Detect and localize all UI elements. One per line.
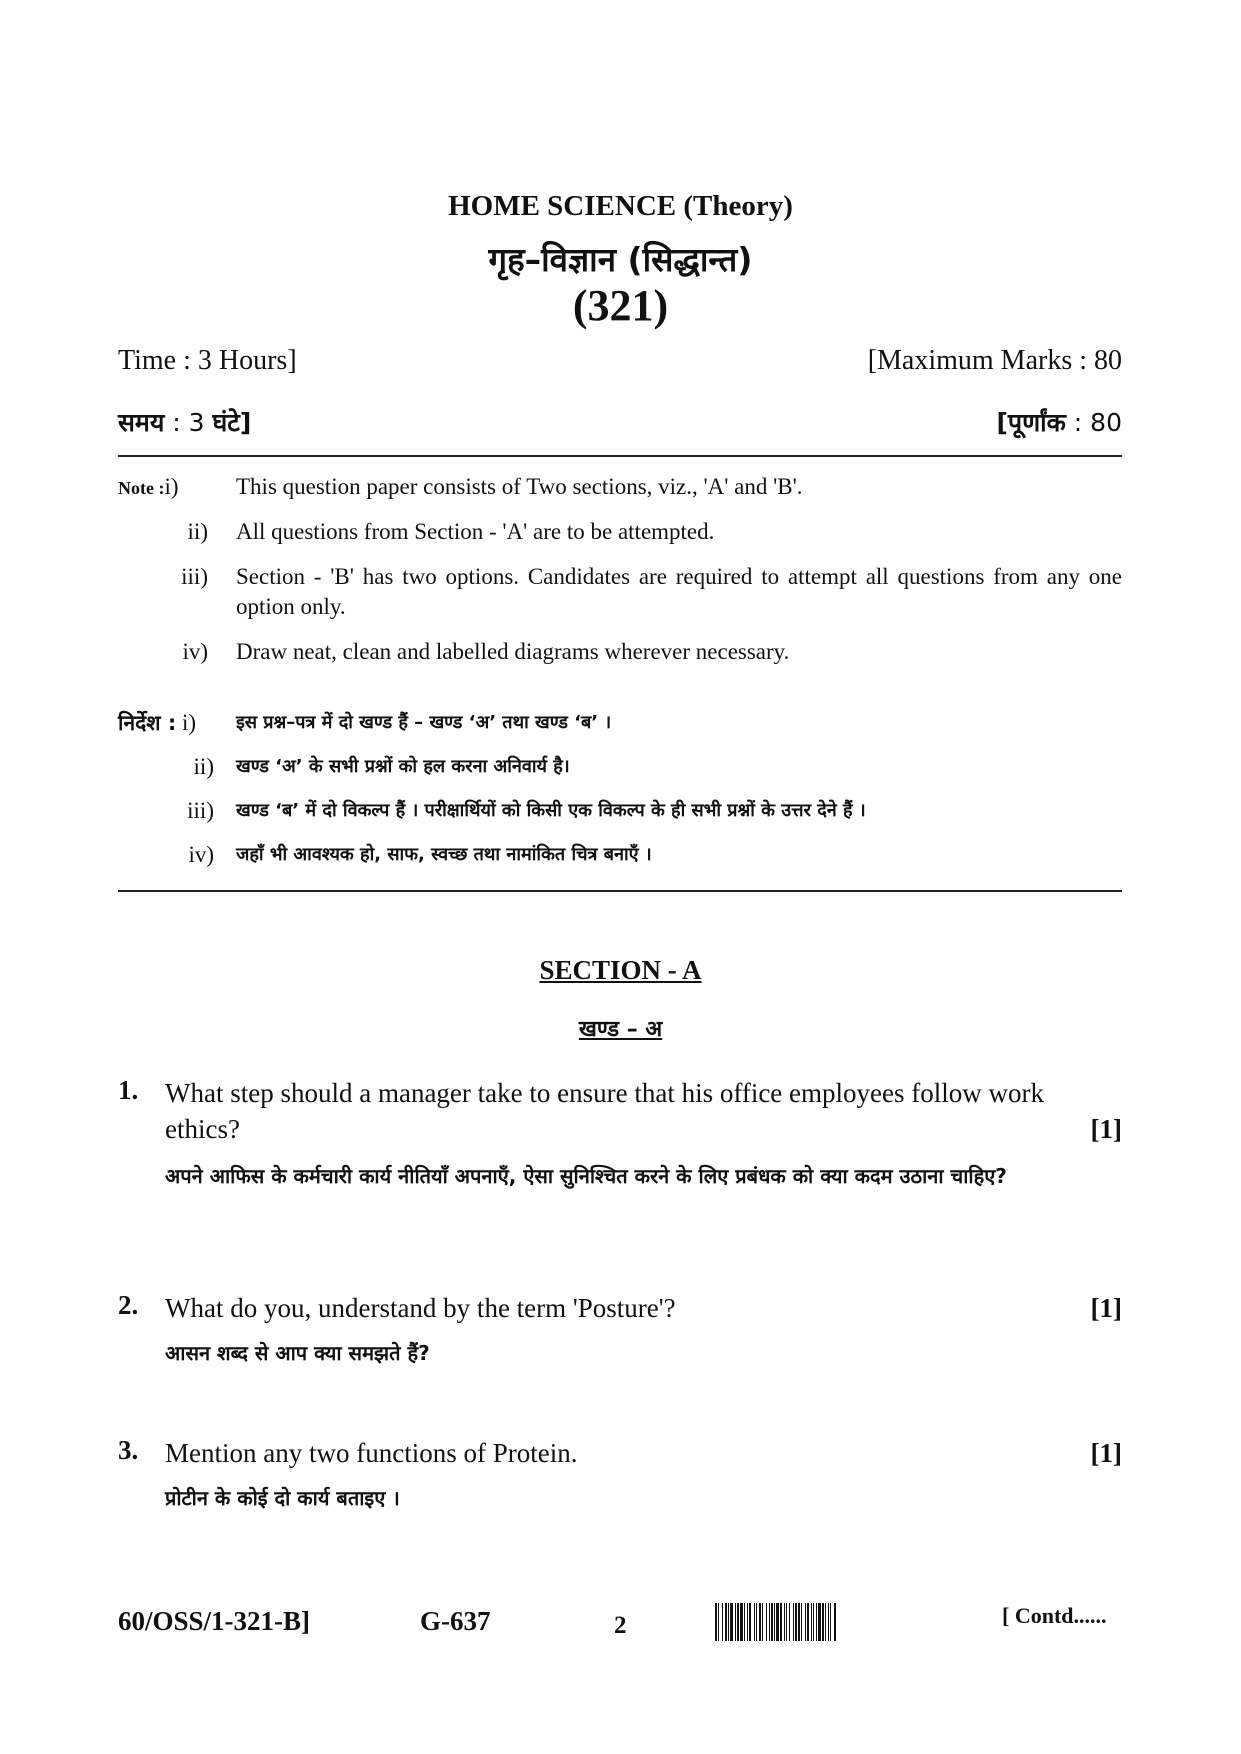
section-title-english: SECTION - A bbox=[539, 955, 702, 985]
question-text: What step should a manager take to ensure that his office employees follow work ethics? bbox=[165, 1078, 1044, 1144]
max-marks-hindi bbox=[996, 405, 1122, 439]
question-number: 1. bbox=[118, 1075, 139, 1105]
note-text: इस प्रश्न–पत्र में दो खण्ड हैं – खण्ड ‘अ’ तथा खण्ड ‘ब’ । bbox=[236, 712, 612, 733]
note-number: i) bbox=[181, 710, 197, 735]
question-marks: [1] bbox=[1090, 1438, 1122, 1468]
note-text: All questions from Section - 'A' are to be attempted. bbox=[236, 519, 715, 544]
note-text: Draw neat, clean and labelled diagrams wherever necessary. bbox=[236, 639, 790, 664]
note-number: ii) bbox=[187, 519, 208, 544]
note-number: iii) bbox=[187, 798, 214, 823]
question-text-hindi: प्रोटीन के कोई दो कार्य बताइए । bbox=[165, 1486, 400, 1510]
time-marks-row-hindi bbox=[118, 405, 1122, 439]
subject-code: (321) bbox=[572, 281, 669, 330]
paper-title-hindi: गृह–विज्ञान (सिद्धान्त) bbox=[488, 240, 753, 279]
note-lead: Note : bbox=[118, 478, 165, 498]
question-number: 2. bbox=[118, 1290, 139, 1320]
note-text: This question paper consists of Two sections, viz., 'A' and 'B'. bbox=[236, 474, 803, 499]
note-number: iii) bbox=[181, 564, 208, 589]
question-text-english bbox=[165, 1075, 1122, 1147]
question-text: What do you, understand by the term 'Posture'? bbox=[165, 1293, 676, 1323]
note-lead-wrap bbox=[118, 708, 214, 738]
page-number: 2 bbox=[614, 1612, 627, 1639]
question-text-hindi: आसन शब्द से आप क्या समझते हैं? bbox=[165, 1341, 430, 1365]
question-marks: [1] bbox=[1090, 1293, 1122, 1323]
question-text-english bbox=[165, 1435, 1122, 1471]
continued-marker: [ Contd...... bbox=[1002, 1603, 1107, 1628]
paper-title-english: HOME SCIENCE (Theory) bbox=[448, 190, 793, 222]
note-text: खण्ड ‘ब’ में दो विकल्प हैं । परीक्षार्थियों को किसी एक विकल्प के ही सभी प्रश्नों के उत्तर देने हैं । bbox=[236, 800, 866, 821]
series-code: G-637 bbox=[420, 1606, 491, 1636]
section-title-hindi: खण्ड – अ bbox=[578, 1017, 663, 1042]
question-number: 3. bbox=[118, 1435, 139, 1465]
max-marks-english: [Maximum Marks : 80 bbox=[867, 345, 1122, 376]
barcode-bar bbox=[836, 1603, 837, 1641]
question-text: Mention any two functions of Protein. bbox=[165, 1438, 578, 1468]
time-hindi-unit: घंटे] bbox=[212, 408, 252, 437]
marks-hindi-value: : 80 bbox=[1065, 408, 1122, 437]
note-text: Section - 'B' has two options. Candidates are required to attempt all questions from any one option only. bbox=[236, 564, 1122, 619]
question-text-hindi: अपने आफिस के कर्मचारी कार्य नीतियाँ अपनाएँ, ऐसा सुनिश्चित करने के लिए प्रबंधक को क्या कदम उठाना चाहिए? bbox=[165, 1164, 1007, 1188]
time-marks-row-english bbox=[118, 345, 1122, 377]
note-lead-wrap bbox=[118, 472, 190, 503]
barcode-image bbox=[715, 1603, 980, 1641]
note-number: iv) bbox=[182, 639, 208, 664]
note-number: iv) bbox=[188, 842, 214, 867]
note-text: जहाँ भी आवश्यक हो, साफ, स्वच्छ तथा नामांकित चित्र बनाएँ । bbox=[236, 844, 652, 865]
time-hindi bbox=[118, 405, 251, 439]
marks-hindi-label: [पूर्णांक bbox=[996, 408, 1066, 437]
time-hindi-label: समय bbox=[118, 408, 165, 437]
paper-code: 60/OSS/1-321-B] bbox=[118, 1606, 311, 1636]
note-number: i) bbox=[164, 474, 179, 499]
note-number: ii) bbox=[193, 754, 214, 779]
note-text: खण्ड ‘अ’ के सभी प्रश्नों को हल करना अनिवार्य है। bbox=[236, 756, 570, 777]
question-text-english bbox=[165, 1290, 1122, 1326]
notes-divider bbox=[118, 890, 1122, 892]
note-lead: निर्देश : bbox=[118, 711, 177, 735]
time-hindi-value: : 3 bbox=[164, 408, 213, 437]
question-marks: [1] bbox=[1090, 1114, 1122, 1144]
time-english: Time : 3 Hours] bbox=[118, 345, 297, 376]
header-divider bbox=[118, 455, 1122, 457]
